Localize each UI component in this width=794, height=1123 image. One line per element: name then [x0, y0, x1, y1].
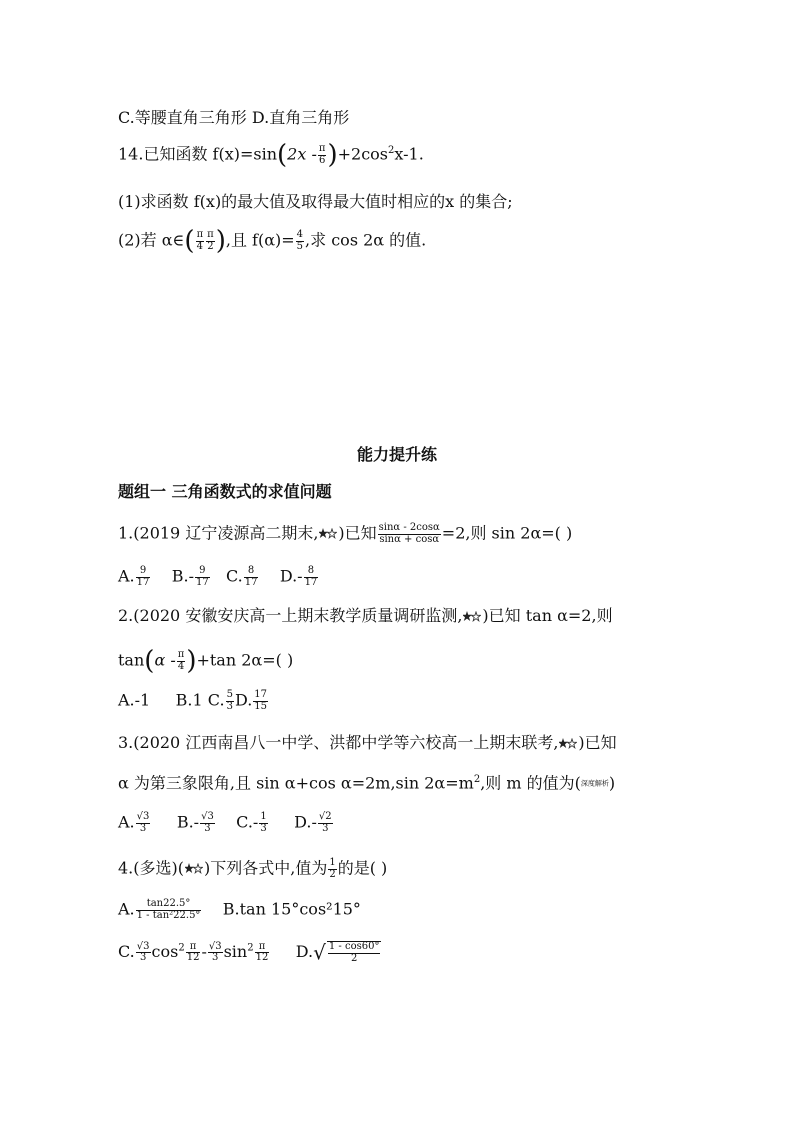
- paren-left: (: [184, 226, 195, 256]
- option-a-fraction: $\frac{\tan 22.5^\circ}{\text{1 - tan²22.5°}}$: [136, 898, 201, 921]
- fraction-one-half: $\frac{1}{2}$: [329, 857, 336, 880]
- question-3-condition: α 为第三象限角,且 sin α+cos α=2m,sin $2\alpha=m^2$,则 m 的值为(深度解析): [118, 773, 616, 793]
- question-4-options-ab: A. $\frac{\tan 22.5^\circ}{\text{1 - tan²22.5°}}$ B.tan 15°cos²15°: [118, 898, 361, 921]
- question-3-stem: 3.(2020 江西南昌八一中学、洪都中学等六校高一上期末联考, )已知: [118, 733, 617, 752]
- paren-left: (: [144, 646, 155, 676]
- sqrt-icon: √: [313, 940, 326, 965]
- question-2-expression: tan(α - $\frac{\pi}{4}$ )+tan 2α=( ): [118, 646, 294, 676]
- option-c-fraction: $\frac{1}{3}$: [260, 811, 267, 834]
- option-a-fraction: $\frac{9}{17}$: [136, 565, 150, 588]
- difficulty-star-icon: [559, 738, 577, 750]
- question-4-stem: 4.(多选)( )下列各式中,值为 $\frac{1}{2}$ 的是( ): [118, 857, 388, 880]
- fraction-pi-12: $\frac{\pi}{12}$: [186, 940, 200, 963]
- fraction-4-5: $\frac{4}{5}$: [296, 229, 304, 252]
- option-a-fraction: $\frac{√3}{3}$: [136, 811, 150, 834]
- option-d-sqrt: √ $\frac{1 - \cos 60^\circ}{2}$: [313, 940, 380, 965]
- interval-right: $\frac{\pi}{2}$: [207, 229, 214, 252]
- question-3-options: A. $\frac{√3}{3}$ B.- $\frac{√3}{3}$ C.- $\frac{1}{3}$ D.- $\frac{√2}{3}$: [118, 811, 332, 834]
- option-d-fraction: $\frac{17}{15}$: [254, 689, 268, 712]
- option-c-fraction: $\frac{8}{17}$: [244, 565, 258, 588]
- option-b-fraction: $\frac{9}{17}$: [195, 565, 209, 588]
- question-14-part-2: (2)若 α∈( $\frac{\pi}{4}$ $\frac{\pi}{2}$ ),且 f(α)= $\frac{4}{5}$ ,求 cos 2α 的值.: [118, 226, 427, 256]
- question-2-options: A.-1 B.1 C. $\frac{5}{3}$ D. $\frac{17}{15}$: [118, 689, 268, 712]
- question-14-part-1: (1)求函数 f(x)的最大值及取得最大值时相应的x 的集合;: [118, 192, 513, 211]
- question-1-stem: 1.(2019 辽宁凌源高二期末, )已知 $\frac{\sin\alpha - 2\cos\alpha}{\sin\alpha + \cos\alpha}$ =2,则 sin 2α=( ): [118, 522, 573, 545]
- option-d-fraction: $\frac{8}{17}$: [304, 565, 318, 588]
- question-2-stem: 2.(2020 安徽安庆高一上期末教学质量调研监测, )已知 tan α=2,则: [118, 606, 613, 625]
- fraction-pi-6: $\frac{\pi}{6}$: [318, 143, 326, 166]
- paren-right: ): [186, 646, 197, 676]
- paren-right: ): [327, 140, 338, 170]
- fraction-pi-12: $\frac{\pi}{12}$: [255, 940, 269, 963]
- section-title: 能力提升练: [356, 445, 437, 464]
- deep-analysis-label: 深度解析: [580, 779, 609, 788]
- question-4-options-cd: C. $\frac{√3}{3}$ $\cos^2$ $\frac{\pi}{12}$ - $\frac{√3}{3}$ $\sin^2$ $\frac{\pi}{12}$ D.√ $\frac{1 - \cos 60^\circ}{2}$: [118, 941, 382, 964]
- option-c-coef-1: $\frac{√3}{3}$: [136, 940, 150, 963]
- difficulty-star-icon: [463, 611, 481, 623]
- paren-right: ): [215, 226, 226, 256]
- option-d-fraction: $\frac{√2}{3}$: [318, 811, 332, 834]
- difficulty-star-icon: [319, 528, 337, 540]
- fraction-q1: $\frac{\sin\alpha - 2\cos\alpha}{\sin\alpha + \cos\alpha}$: [378, 522, 440, 545]
- paren-left: (: [277, 140, 288, 170]
- interval-left: $\frac{\pi}{4}$: [196, 229, 204, 252]
- difficulty-star-icon: [185, 863, 203, 875]
- question-1-options: A. $\frac{9}{17}$ B.- $\frac{9}{17}$ C. $\frac{8}{17}$ D.- $\frac{8}{17}$: [118, 565, 318, 588]
- option-c-coef-2: $\frac{√3}{3}$: [208, 940, 222, 963]
- question-14-stem: 14.已知函数 f(x)=sin(2x - $\frac{\pi}{6}$ )$+2\cos^2x-1$.: [118, 140, 424, 170]
- prev-question-options: C.等腰直角三角形 D.直角三角形: [118, 108, 350, 127]
- option-b-fraction: $\frac{√3}{3}$: [201, 811, 214, 834]
- fraction-pi-4: $\frac{\pi}{4}$: [177, 649, 185, 672]
- group-1-title: 题组一 三角函数式的求值问题: [118, 482, 332, 501]
- option-c-fraction: $\frac{5}{3}$: [226, 689, 233, 712]
